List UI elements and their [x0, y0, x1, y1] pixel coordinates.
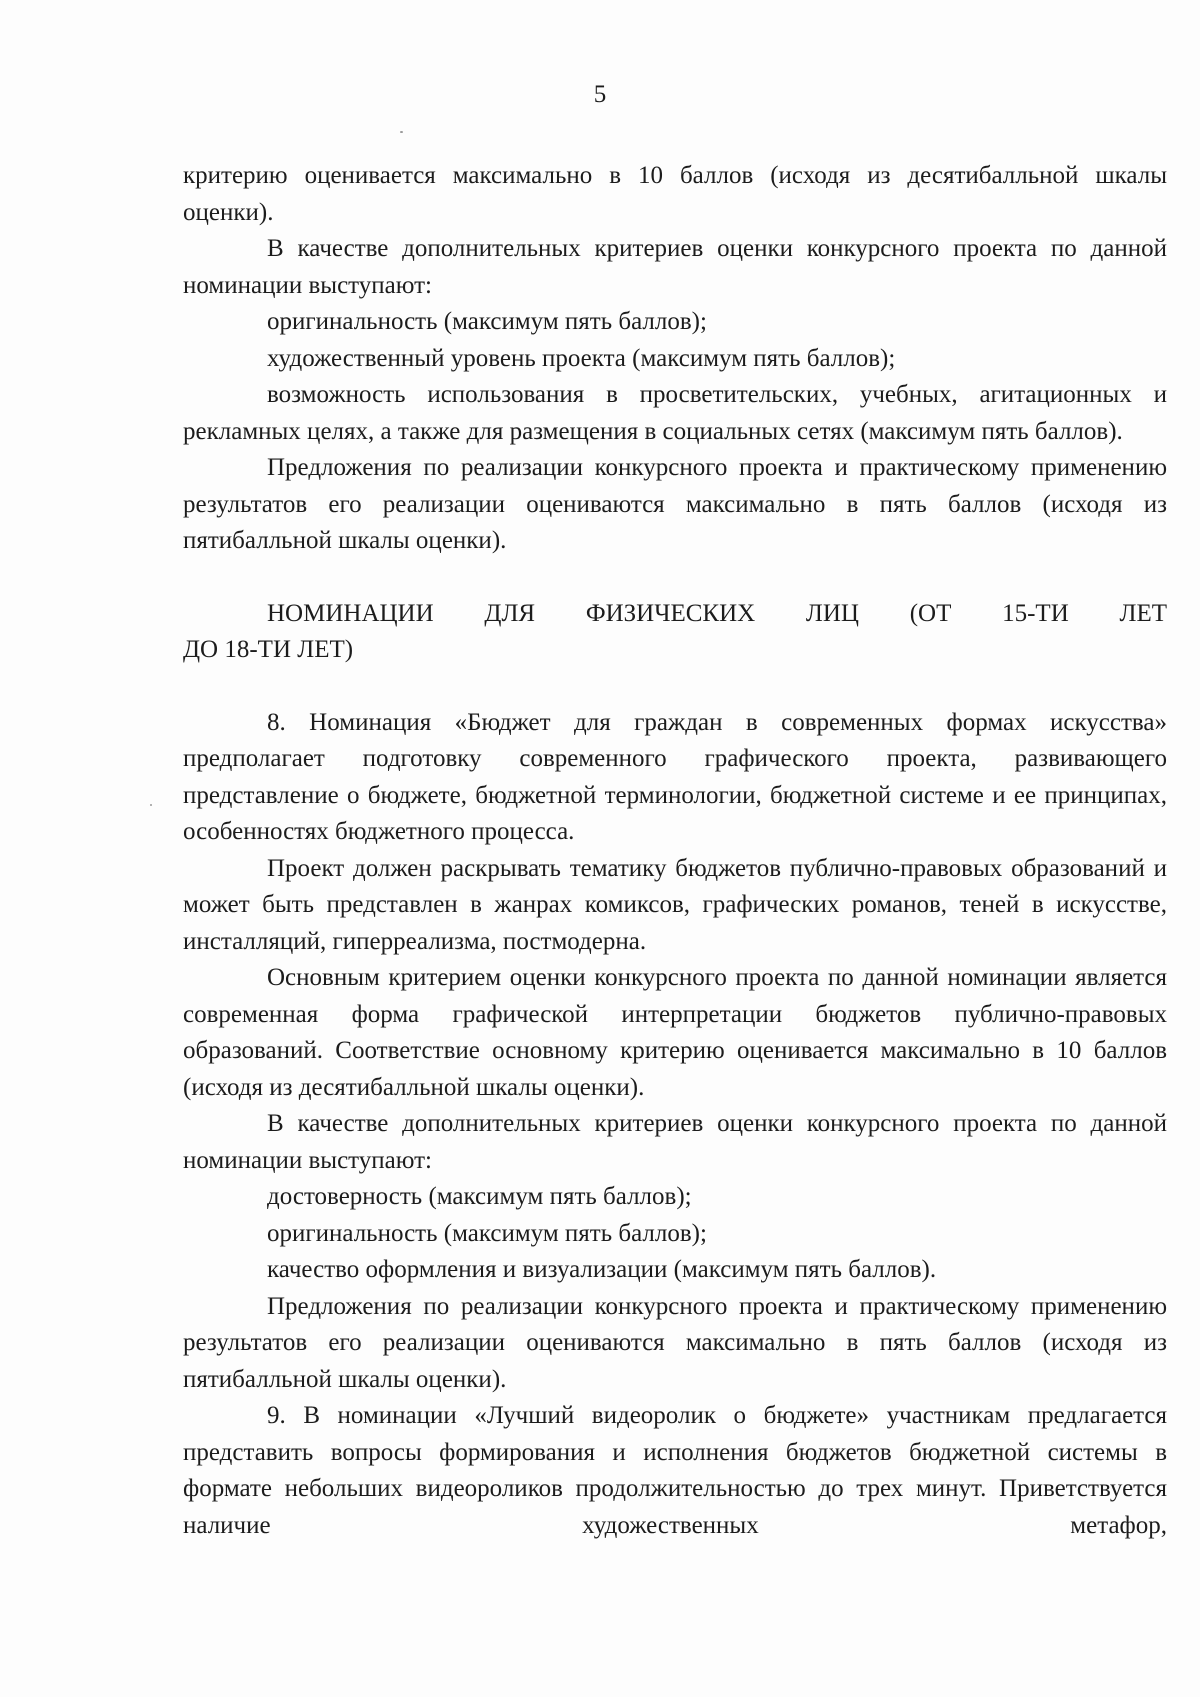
list-item-originality-2: оригинальность (максимум пять баллов);: [267, 1219, 707, 1247]
section-heading-line-1: НОМИНАЦИИ ДЛЯ ФИЗИЧЕСКИХ ЛИЦ (ОТ 15-ТИ ЛЕТ: [267, 599, 1167, 627]
section-heading: [183, 596, 1167, 669]
section-heading-line-2: ДО 18-ТИ ЛЕТ): [183, 636, 354, 663]
paragraph-nomination-8: 8. Номинация «Бюджет для граждан в современных формах искусства» предполагает подготовку современного графического проекта, развивающего представление о бюджете, бюджетной терминологии, бюджетной системе и ее принципах, особенностях бюджетного процесса.: [183, 708, 1167, 845]
paragraph-additional-criteria-intro-2: В качестве дополнительных критериев оценки конкурсного проекта по данной номинации выступают:: [183, 1110, 1167, 1174]
paragraph-proposals-score-2: Предложения по реализации конкурсного проекта и практическому применению результатов его реализации оцениваются максимально в пять баллов (исходя из пятибалльной шкалы оценки).: [183, 1292, 1167, 1393]
paragraph-nomination-9: 9. В номинации «Лучший видеоролик о бюджете» участникам предлагается представить вопросы формирования и исполнения бюджетов бюджетной системы в формате небольших видеороликов продолжительностью до трех минут. Приветствуется наличие художественных метафор,: [183, 1402, 1167, 1539]
scan-speck: [400, 131, 403, 133]
paragraph-additional-criteria-intro: В качестве дополнительных критериев оценки конкурсного проекта по данной номинации выступают:: [183, 235, 1167, 299]
list-item-originality: оригинальность (максимум пять баллов);: [267, 308, 707, 335]
document-body: [183, 158, 1167, 1544]
list-item-reliability: достоверность (максимум пять баллов);: [267, 1183, 692, 1210]
page-number: 5: [593, 81, 607, 108]
paragraph-main-criterion: Основным критерием оценки конкурсного проекта по данной номинации является современная форма графической интерпретации бюджетов публично-правовых образований. Соответствие основному критерию оценивается максимально в 10 баллов (исходя из десятибалльной шкалы оценки).: [183, 964, 1167, 1101]
scan-speck: [150, 804, 152, 806]
paragraph-proposals-score: Предложения по реализации конкурсного проекта и практическому применению результатов его реализации оцениваются максимально в пять баллов (исходя из пятибалльной шкалы оценки).: [183, 454, 1167, 554]
paragraph-project-topics: Проект должен раскрывать тематику бюджетов публично-правовых образований и может быть представлен в жанрах комиксов, графических романов, теней в искусстве, инсталляций, гиперреализма, постмодерна.: [183, 854, 1167, 955]
list-item-design-quality: качество оформления и визуализации (максимум пять баллов).: [267, 1256, 937, 1283]
list-item-artistic-level: художественный уровень проекта (максимум пять баллов);: [267, 344, 896, 372]
list-item-usage-possibility: возможность использования в просветительских, учебных, агитационных и рекламных целях, а также для размещения в социальных сетях (максимум пять баллов).: [183, 381, 1167, 445]
paragraph-criterion-score: критерию оценивается максимально в 10 баллов (исходя из десятибалльной шкалы оценки).: [183, 162, 1167, 226]
